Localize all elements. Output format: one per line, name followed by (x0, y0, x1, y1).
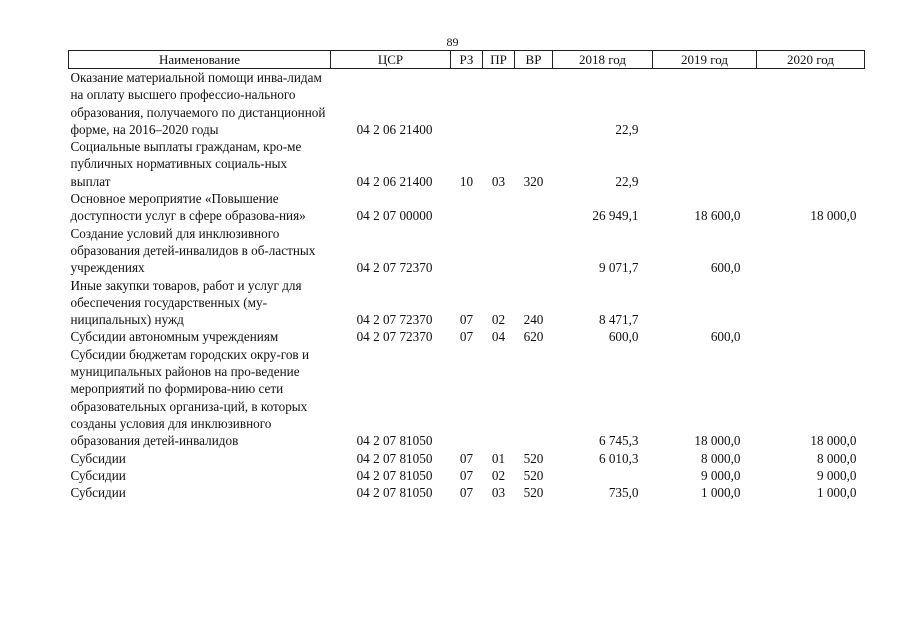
table-body (69, 69, 865, 502)
header-csr: ЦСР (331, 51, 451, 69)
header-pr: ПР (483, 51, 515, 69)
cell-vr: 520 (523, 485, 544, 501)
cell-pr (483, 190, 515, 225)
table-row (69, 450, 865, 467)
cell-pr (483, 346, 515, 450)
table-header (69, 51, 865, 69)
cell-vr (515, 69, 553, 139)
cell-rz (451, 225, 483, 277)
cell-csr: 04 2 07 72370 (356, 329, 433, 345)
cell-2020 (757, 277, 865, 329)
cell-vr (515, 190, 553, 225)
cell-2018: 22,9 (615, 173, 639, 189)
header-2018: 2018 год (553, 51, 653, 69)
header-2019: 2019 год (653, 51, 757, 69)
cell-csr: 04 2 06 21400 (356, 173, 433, 189)
page-number: 89 (446, 35, 459, 49)
table-row (69, 484, 865, 501)
cell-csr: 04 2 07 00000 (356, 208, 433, 224)
header-row (69, 51, 865, 69)
cell-csr: 04 2 06 21400 (356, 121, 433, 137)
header-rz: РЗ (451, 51, 483, 69)
cell-2019 (653, 277, 757, 329)
cell-2018: 9 071,7 (598, 260, 639, 276)
cell-vr: 520 (523, 450, 544, 466)
header-2020: 2020 год (757, 51, 865, 69)
budget-table (68, 50, 865, 501)
cell-rz: 07 (459, 312, 474, 328)
table-row (69, 69, 865, 139)
cell-pr (483, 225, 515, 277)
cell-2019: 8 000,0 (700, 450, 741, 466)
cell-rz (451, 69, 483, 139)
cell-2020 (757, 69, 865, 139)
cell-rz: 10 (459, 173, 474, 189)
cell-vr: 320 (523, 173, 544, 189)
cell-pr: 03 (491, 173, 506, 189)
cell-name: Субсидии (70, 467, 126, 483)
cell-2018: 26 949,1 (592, 208, 639, 224)
header-vr: ВР (515, 51, 553, 69)
cell-name: Иные закупки товаров, работ и услуг для обеспечения государственных (му-ниципальных) нужд (70, 277, 302, 328)
cell-csr: 04 2 07 81050 (356, 433, 433, 449)
cell-2018: 8 471,7 (598, 312, 639, 328)
cell-pr: 03 (491, 485, 506, 501)
cell-csr: 04 2 07 81050 (356, 450, 433, 466)
header-name: Наименование (69, 51, 331, 69)
table-row (69, 138, 865, 190)
cell-2018: 600,0 (608, 329, 639, 345)
cell-2018: 6 745,3 (598, 433, 639, 449)
cell-2020: 1 000,0 (816, 485, 857, 501)
table-row (69, 277, 865, 329)
cell-rz (451, 190, 483, 225)
cell-name: Субсидии автономным учреждениям (70, 329, 279, 345)
cell-pr: 01 (491, 450, 506, 466)
cell-name: Субсидии (70, 450, 126, 466)
cell-2018: 22,9 (615, 121, 639, 137)
cell-2018: 6 010,3 (598, 450, 639, 466)
cell-2020: 8 000,0 (816, 450, 857, 466)
cell-pr: 02 (491, 467, 506, 483)
cell-vr (515, 225, 553, 277)
cell-vr (515, 346, 553, 450)
table-row (69, 328, 865, 345)
cell-vr: 520 (523, 467, 544, 483)
cell-name: Субсидии бюджетам городских окру-гов и муниципальных районов на про-ведение мероприятий по формирова-нию сети образовательных организа-ций, в которых созданы условия для инклюзивного образования детей-инвалидов (70, 346, 309, 449)
cell-2019: 18 600,0 (694, 208, 741, 224)
cell-pr: 02 (491, 312, 506, 328)
cell-2020: 9 000,0 (816, 467, 857, 483)
cell-rz: 07 (459, 485, 474, 501)
cell-2019 (653, 69, 757, 139)
cell-2020 (757, 138, 865, 190)
cell-name: Создание условий для инклюзивного образования детей-инвалидов в об-ластных учреждениях (70, 225, 316, 276)
table-row (69, 190, 865, 225)
cell-csr: 04 2 07 81050 (356, 467, 433, 483)
cell-2019: 600,0 (710, 260, 741, 276)
cell-csr: 04 2 07 72370 (356, 260, 433, 276)
cell-vr: 620 (523, 329, 544, 345)
cell-rz (451, 346, 483, 450)
cell-2019: 600,0 (710, 329, 741, 345)
cell-csr: 04 2 07 81050 (356, 485, 433, 501)
cell-2019: 18 000,0 (694, 433, 741, 449)
cell-2019: 9 000,0 (700, 467, 741, 483)
cell-2020 (757, 328, 865, 345)
cell-2020: 18 000,0 (810, 433, 857, 449)
cell-pr (483, 69, 515, 139)
table-row (69, 346, 865, 450)
cell-name: Социальные выплаты гражданам, кро-ме публичных нормативных социаль-ных выплат (70, 139, 302, 189)
cell-2018 (553, 467, 653, 484)
cell-name: Оказание материальной помощи инва-лидам на оплату высшего профессио-нального образования, получаемого по дистанционной форме, на 2016–2020 годы (70, 70, 326, 137)
cell-pr: 04 (491, 329, 506, 345)
cell-name: Субсидии (70, 485, 126, 501)
cell-2018: 735,0 (608, 485, 639, 501)
cell-2020 (757, 225, 865, 277)
cell-rz: 07 (459, 329, 474, 345)
table-row (69, 225, 865, 277)
cell-2019: 1 000,0 (700, 485, 741, 501)
table-row (69, 467, 865, 484)
cell-rz: 07 (459, 450, 474, 466)
cell-vr: 240 (523, 312, 544, 328)
cell-2019 (653, 138, 757, 190)
cell-csr: 04 2 07 72370 (356, 312, 433, 328)
cell-rz: 07 (459, 467, 474, 483)
cell-name: Основное мероприятие «Повышение доступности услуг в сфере образова-ния» (70, 191, 306, 224)
cell-2020: 18 000,0 (810, 208, 857, 224)
